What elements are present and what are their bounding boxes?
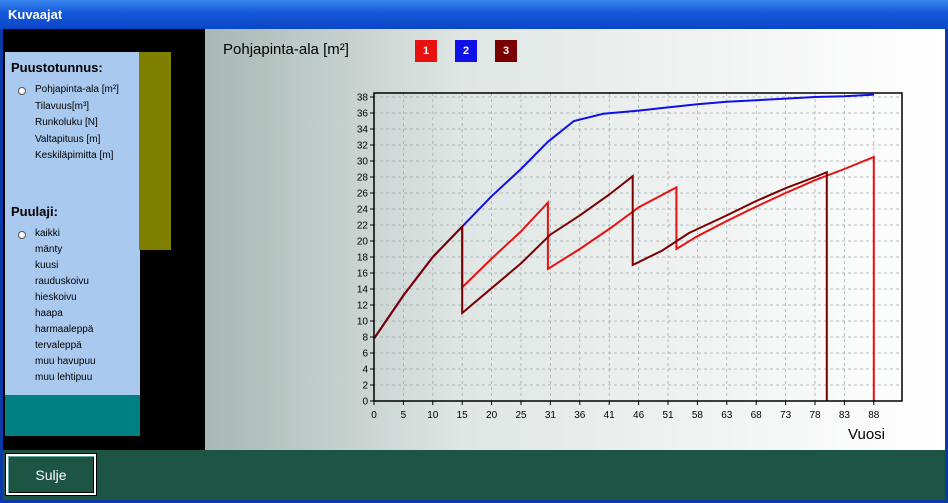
x-tick-label: 20 — [486, 410, 498, 421]
x-tick-label: 46 — [633, 410, 645, 421]
bottom-bar — [3, 450, 945, 500]
x-tick-label: 25 — [515, 410, 527, 421]
x-tick-label: 5 — [400, 410, 407, 421]
y-tick-label: 28 — [356, 172, 368, 184]
puustotunnus-option[interactable]: Pohjapinta-ala [m²] — [35, 84, 119, 95]
x-tick-label: 51 — [662, 410, 674, 421]
x-tick-label: 41 — [603, 410, 615, 421]
series-line-3 — [374, 172, 827, 401]
y-tick-label: 14 — [356, 284, 368, 296]
x-tick-label: 36 — [574, 410, 586, 421]
y-tick-label: 4 — [362, 364, 368, 376]
y-tick-label: 0 — [362, 396, 368, 408]
puustotunnus-option[interactable]: Keskiläpimitta [m] — [35, 150, 114, 161]
window-title: Kuvaajat — [8, 7, 63, 22]
x-axis-label: Vuosi — [848, 426, 885, 443]
y-tick-label: 8 — [362, 332, 368, 344]
puulaji-option[interactable]: kuusi — [35, 260, 59, 271]
x-tick-label: 0 — [371, 410, 377, 421]
left-panel — [3, 29, 204, 450]
plot-frame — [374, 93, 902, 401]
puustotunnus-option[interactable]: Runkoluku [N] — [35, 117, 98, 128]
series-line-1 — [374, 157, 874, 401]
grid — [374, 93, 902, 401]
y-tick-label: 12 — [356, 300, 368, 312]
y-tick-label: 2 — [362, 380, 368, 392]
puustotunnus-option[interactable]: Tilavuus[m³] — [35, 100, 90, 112]
olive-block — [139, 52, 171, 250]
puulaji-option[interactable]: muu lehtipuu — [35, 372, 93, 383]
client-area — [3, 29, 945, 500]
x-tick-label: 88 — [868, 410, 880, 421]
section-title-puulaji: Puulaji: — [11, 204, 58, 219]
legend-label-3: 3 — [502, 45, 510, 57]
puulaji-option[interactable]: harmaaleppä — [35, 324, 94, 335]
x-tick-label: 68 — [750, 410, 762, 421]
puustotunnus-radio-icon[interactable] — [18, 87, 26, 95]
y-tick-label: 18 — [356, 252, 368, 264]
y-tick-label: 24 — [356, 204, 368, 216]
chart-area — [205, 29, 945, 450]
y-tick-label: 26 — [356, 188, 368, 200]
chart-title: Pohjapinta-ala [m²] — [223, 41, 349, 58]
y-tick-label: 32 — [356, 140, 368, 152]
puulaji-radio-icon[interactable] — [18, 231, 26, 239]
x-tick-label: 78 — [809, 410, 821, 421]
puulaji-option[interactable]: mänty — [35, 244, 63, 255]
puulaji-option[interactable]: rauduskoivu — [35, 276, 89, 287]
y-tick-label: 10 — [356, 316, 368, 328]
x-tick-label: 83 — [838, 410, 850, 421]
legend-label-2: 2 — [462, 45, 470, 57]
series-line-2 — [374, 95, 874, 339]
teal-block — [5, 395, 140, 436]
puustotunnus-option[interactable]: Valtapituus [m] — [35, 133, 101, 145]
y-tick-label: 6 — [362, 348, 368, 360]
x-tick-label: 10 — [427, 410, 439, 421]
puulaji-option[interactable]: kaikki — [35, 228, 61, 239]
x-tick-label: 15 — [456, 410, 468, 421]
y-tick-label: 36 — [356, 108, 368, 120]
x-tick-label: 73 — [780, 410, 792, 421]
y-tick-label: 30 — [356, 156, 368, 168]
y-tick-label: 34 — [356, 124, 368, 136]
x-tick-label: 31 — [544, 410, 556, 421]
x-tick-label: 58 — [691, 410, 703, 421]
puulaji-option[interactable]: muu havupuu — [35, 356, 96, 367]
section-title-puustotunnus: Puustotunnus: — [11, 60, 103, 75]
series-lines — [374, 95, 874, 401]
close-button[interactable]: Sulje — [6, 454, 96, 495]
y-tick-label: 16 — [356, 268, 368, 280]
legend-label-1: 1 — [422, 45, 430, 57]
line-chart — [205, 29, 945, 450]
puulaji-option[interactable]: haapa — [35, 308, 63, 319]
y-tick-label: 20 — [356, 236, 368, 248]
y-tick-label: 38 — [356, 92, 368, 104]
title-bar[interactable] — [0, 0, 948, 29]
x-tick-label: 63 — [721, 410, 733, 421]
puulaji-option[interactable]: hieskoivu — [35, 292, 77, 303]
puulaji-option[interactable]: tervaleppä — [35, 340, 82, 351]
y-tick-label: 22 — [356, 220, 368, 232]
